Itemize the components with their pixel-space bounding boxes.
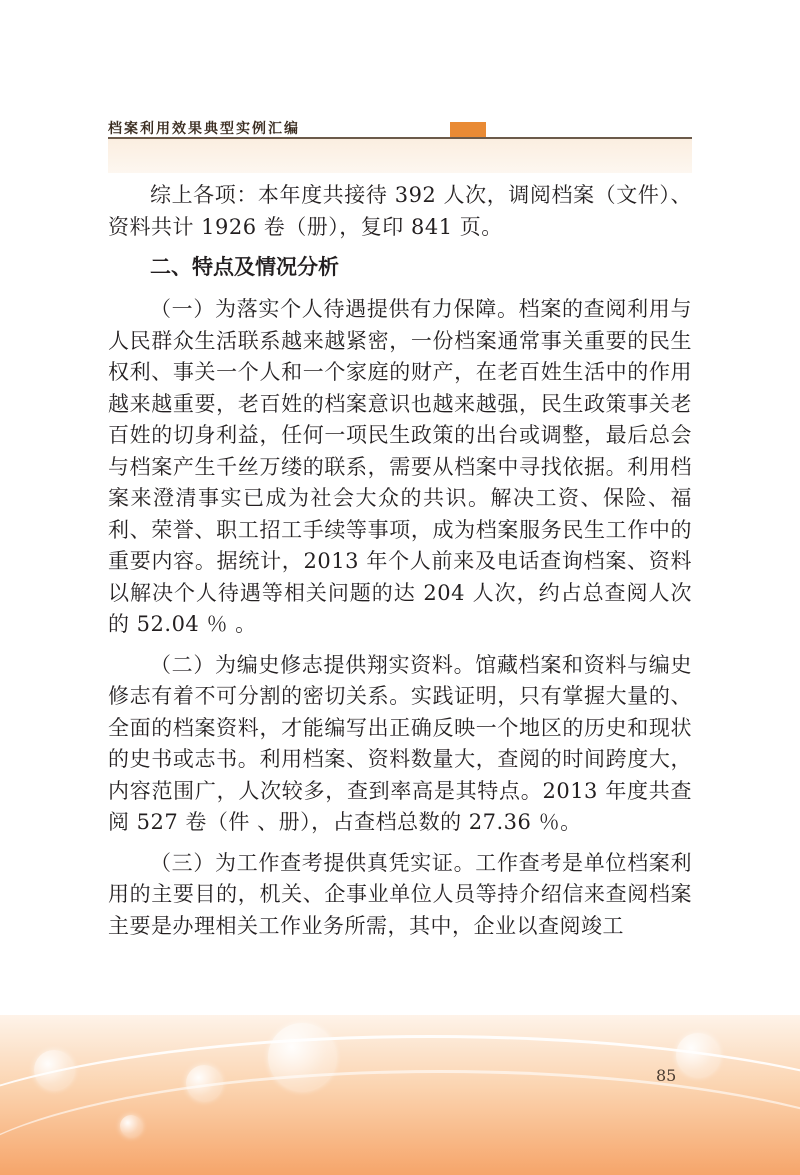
header-rule <box>108 137 692 139</box>
footer-decoration <box>0 1015 800 1175</box>
bubble-decoration <box>186 1065 222 1101</box>
header-accent-block <box>450 122 486 138</box>
summary-paragraph: 综上各项：本年度共接待 392 人次，调阅档案（文件）、资料共计 1926 卷（册），复印 841 页。 <box>108 183 692 239</box>
page-body <box>108 180 692 942</box>
paragraph-personal-benefits: （一）为落实个人待遇提供有力保障。档案的查阅利用与人民群众生活联系越来越紧密，一份档案通常事关重要的民生权利、事关一个人和一个家庭的财产，在老百姓生活中的作用越来越重要，老百姓的档案意识也越来越强，民生政策事关老百姓的切身利益，任何一项民生政策的出台或调整，最后总会与档案产生千丝万缕的联系，需要从档案中寻找依据。利用档案来澄清事实已成为社会大众的共识。解决工资、保险、福利、荣誉、职工招工手续等事项，成为档案服务民生工作中的重要内容。据统计，2013 年个人前来及电话查询档案、资料以解决个人待遇等相关问题的达 204 人次，约占总查阅人次的 52.04 ％ 。 <box>108 297 692 636</box>
bubble-decoration <box>268 1023 336 1091</box>
paragraph-history-compilation: （二）为编史修志提供翔实资料。馆藏档案和资料与编史修志有着不可分割的密切关系。实践证明，只有掌握大量的、全面的档案资料，才能编写出正确反映一个地区的历史和现状的史书或志书。利用档案、资料数量大，查阅的时间跨度大，内容范围广，人次较多，查到率高是其特点。2013 年度共查阅 527 卷（件 、册），占查档总数的 27.36 ％。 <box>108 652 692 834</box>
bubble-decoration <box>676 1033 720 1077</box>
section-heading: 二、特点及情况分析 <box>150 255 339 279</box>
header-band <box>108 139 692 173</box>
header-title: 档案利用效果典型实例汇编 <box>108 121 300 137</box>
paragraph-work-reference: （三）为工作查考提供真凭实证。工作查考是单位档案利用的主要目的，机关、企事业单位人员等持介绍信来查阅档案主要是办理相关工作业务所需，其中，企业以查阅竣工 <box>108 850 692 938</box>
bubble-decoration <box>34 1050 74 1090</box>
page-number: 85 <box>656 1066 677 1085</box>
bubble-decoration <box>120 1115 142 1137</box>
